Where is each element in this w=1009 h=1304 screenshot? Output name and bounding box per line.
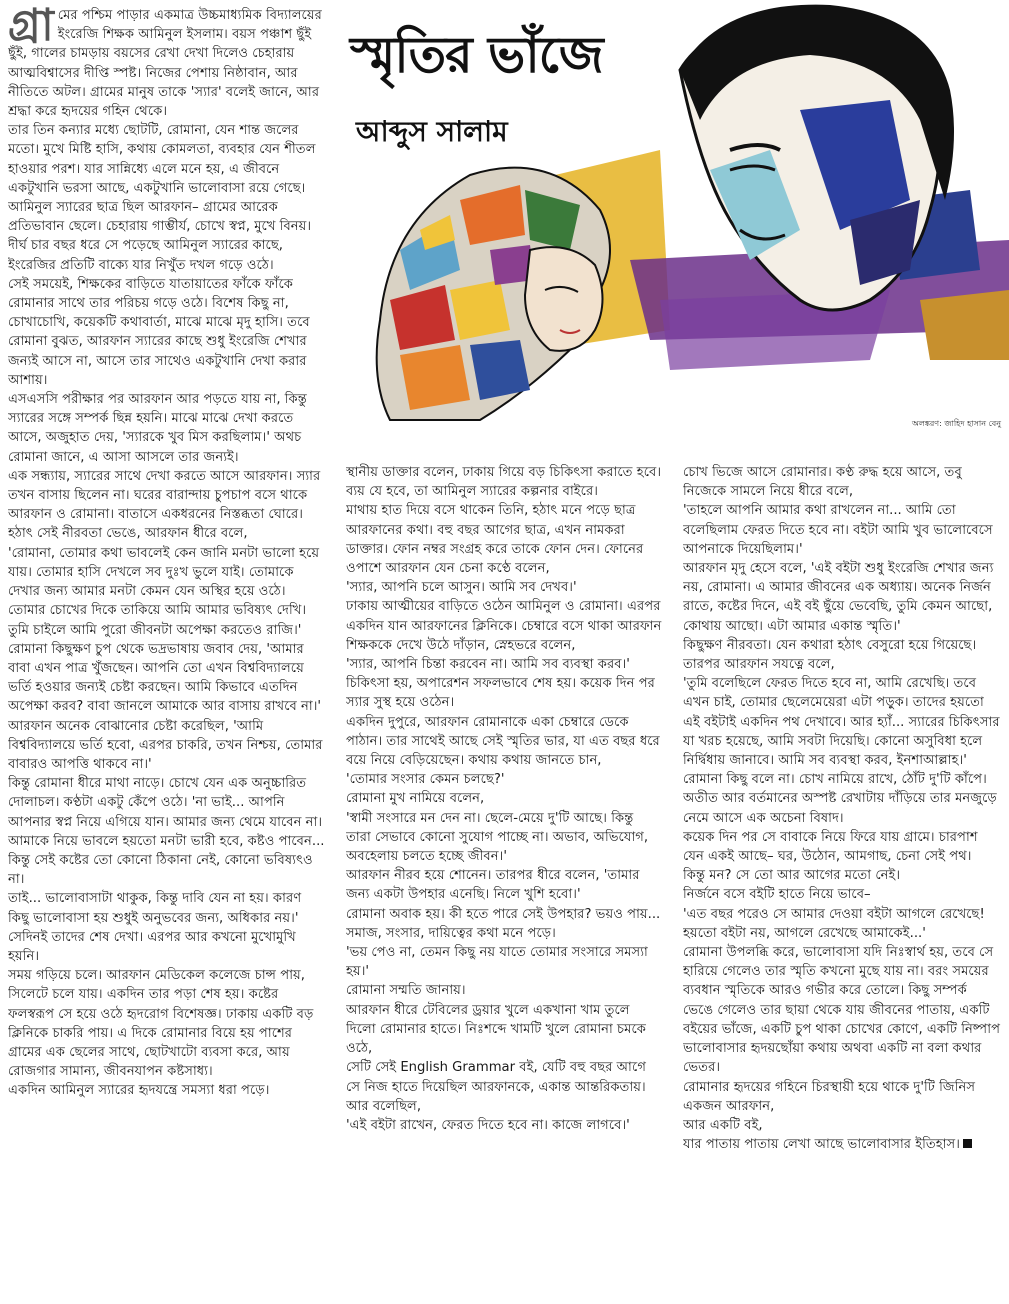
paragraph: তার তিন কন্যার মধ্যে ছোটটি, রোমানা, যেন শান্ত জলের মতো। মুখে মিষ্টি হাসি, কথায় কোমলতা, ব্যবহার যেন শীতল হাওয়ার পরশ। যার সান্নিধ্যে এলে মনে হয়, এ জীবনে একটুখানি ভরসা আছে, একটুখানি ভালোবাসা রয়ে গেছে। (8, 123, 316, 196)
paragraph: এসএসসি পরীক্ষার পর আরফান আর পড়তে যায় না, কিন্তু স্যারের সঙ্গে সম্পর্ক ছিন্ন হয়নি। মাঝে মাঝে দেখা করতে আসে, অজুহাত দেয়, 'স্যারকে খুব মিস করছিলাম।' অথচ রোমানা জানে, এ আসা আসলে তার জন্যই। (8, 392, 307, 465)
paragraph: নির্জনে বসে বইটি হাতে নিয়ে ভাবে– (683, 887, 871, 903)
paragraph: আর একটি বই, (683, 1117, 763, 1133)
end-mark-icon (963, 1139, 972, 1148)
paragraph: 'স্বামী সংসারে মন দেন না। ছেলে-মেয়ে দু'টি আছে। কিন্তু তারা সেভাবে কোনো সুযোগ পাচ্ছে না। অভাব, অভিযোগ, অবহেলায় চলতে হচ্ছে জীবন।' (346, 810, 649, 865)
paragraph: রোমানা কিছু বলে না। চোখ নামিয়ে রাখে, ঠোঁট দু'টি কাঁপে। অতীত আর বর্তমানের অস্পষ্ট রেখাটায় দাঁড়িয়ে তার মনজুড়ে নেমে আসে এক অচেনা বিষাদ। (683, 772, 997, 826)
paragraph: চিকিৎসা হয়, অপারেশন সফলভাবে শেষ হয়। কয়েক দিন পর স্যার সুস্থ হয়ে ওঠেন। (346, 676, 655, 711)
paragraph: একদিন আমিনুল স্যারের হৃদযন্ত্রে সমস্যা ধরা পড়ে। (8, 1083, 270, 1099)
paragraph: আরফান নীরব হয়ে শোনেন। তারপর ধীরে বলেন, 'তামার জন্য একটা উপহার এনেছি। নিলে খুশি হবো।' (346, 868, 640, 903)
paragraph: রোমানা সম্মতি জানায়। (346, 983, 466, 999)
paragraph: আরফান মৃদু হেসে বলে, 'এই বইটা শুধু ইংরেজি শেখার জন্য নয়, রোমানা। এ আমার জীবনের এক অধ্যায়। অনেক নির্জন রাতে, কষ্টের দিনে, এই বই ছুঁয়ে ভেবেছি, তুমি কেমন আছো, কোথায় আছো। এটা আমার একান্ত স্মৃতি।' (683, 561, 994, 634)
paragraph: কিন্তু রোমানা ধীরে মাথা নাড়ে। চোখে যেন এক অনুচ্চারিত দোলাচল। কণ্ঠটা একটু কেঁপে ওঠে। 'না ভাই... আপনি আপনার স্বপ্ন নিয়ে এগিয়ে যান। আমার জন্য থেমে যাবেন না। (8, 776, 323, 830)
paragraph: কিন্তু সেই কষ্টের তো কোনো ঠিকানা নেই, কোনো ভবিষ্যৎও না। (8, 852, 313, 888)
paragraph: 'এত বছর পরেও সে আমার দেওয়া বইটা আগলে রেখেছে! হয়তো বইটা নয়, আগলে রেখেছে আমাকেই...' (683, 906, 985, 941)
paragraph: চোখ ভিজে আসে রোমানার। কণ্ঠ রুদ্ধ হয়ে আসে, তবু নিজেকে সামলে নিয়ে ধীরে বলে, (683, 465, 962, 500)
paragraph: মের পশ্চিম পাড়ার একমাত্র উচ্চমাধ্যমিক বিদ্যালয়ের ইংরেজি শিক্ষক আমিনুল ইসলাম। বয়স পঞ্চাশ ছুঁই ছুঁই, গালের চামড়ায় বয়সের রেখা দেখা দিলেও চেহারায় আত্মবিশ্বাসের দীপ্তি স্পষ্ট। নিজের পেশায় নিষ্ঠাবান, আর নীতিতে অটল। গ্রামের মানুষ তাকে 'স্যার' বলেই জানে, আর শ্রদ্ধা করে হৃদয়ের গহিন থেকে। (8, 8, 322, 120)
paragraph: রোমানা মুখ নামিয়ে বলেন, (346, 791, 485, 807)
paragraph: আরফান অনেক বোঝানোর চেষ্টা করেছিল, 'আমি বিশ্ববিদ্যালয়ে ভর্তি হবো, এরপর চাকরি, তখন নিশ্চয়, তোমার বাবারও আপত্তি থাকবে না।' (8, 718, 323, 772)
dropcap: গ্রা (8, 6, 54, 51)
paragraph: কিন্তু মন? সে তো আর আগের মতো নেই। (683, 868, 901, 884)
paragraph: আরফান ধীরে টেবিলের ড্রয়ার খুলে একখানা খাম তুলে দিলো রোমানার হাতে। নিঃশব্দে খামটি খুলে রোমানা চমকে ওঠে, (346, 1002, 647, 1057)
paragraph: 'স্যার, আপনি চিন্তা করবেন না। আমি সব ব্যবস্থা করব।' (346, 657, 630, 673)
paragraph: একদিন দুপুরে, আরফান রোমানাকে একা চেম্বারে ডেকে পাঠান। তার সাথেই আছে সেই স্মৃতির ভার, যা এত বছর ধরে বয়ে নিয়ে বেড়িয়েছেন। কথায় কথায় জানতে চান, (346, 714, 660, 769)
article-title: স্মৃতির ভাঁজে (350, 25, 603, 84)
article-header (330, 0, 1009, 440)
paragraph: 'তুমি বলেছিলে ফেরত দিতে হবে না, আমি রেখেছি। তবে এখন চাই, তোমার ছেলেমেয়েরা এটা পড়ুক। তাদের হয়তো এই বইটাই একদিন পথ দেখাবে। আর হ্যাঁ... স্যারের চিকিৎসার যা খরচ হয়েছে, আমি সবটা দিয়েছি। কোনো অসুবিধা হলে নির্দ্বিধায় জানাবে। আমি সব ব্যবস্থা করব, ইনশাআল্লাহ।' (683, 676, 1000, 769)
paragraph: সময় গড়িয়ে চলে। আরফান মেডিকেল কলেজে চান্স পায়, সিলেটে চলে যায়। একদিন তার পড়া শেষ হয়। কষ্টের ফলস্বরূপ সে হয়ে ওঠে হৃদরোগ বিশেষজ্ঞ। ঢাকায় একটি বড় ক্লিনিকে চাকরি পায়। এ দিকে রোমানার বিয়ে হয় পাশের গ্রামের এক ছেলের সাথে, ছোটখাটো ব্যবসা করে, আয় রোজগার সামান্য, জীবনযাপন কষ্টসাধ্য। (8, 968, 314, 1080)
paragraph: এক সন্ধ্যায়, স্যারের সাথে দেখা করতে আসে আরফান। স্যার তখন বাসায় ছিলেন না। ঘরের বারান্দায় চুপচাপ বসে থাকে আরফান ও রোমানা। বাতাসে একধরনের নিস্তব্ধতা ঘোরে। হঠাৎ সেই নীরবতা ভেঙে, আরফান ধীরে বলে, (8, 468, 321, 542)
paragraph: আমিনুল স্যারের ছাত্র ছিল আরফান– গ্রামের আরেক প্রতিভাবান ছেলে। চেহারায় গাম্ভীর্য, চোখে স্বপ্ন, মুখে বিনয়। দীর্ঘ চার বছর ধরে সে পড়েছে আমিনুল স্যারের কাছে, ইংরেজির প্রতিটি বাক্যে যার নিখুঁত দখল গড়ে ওঠে। (8, 200, 312, 273)
paragraph: স্থানীয় ডাক্তার বলেন, ঢাকায় গিয়ে বড় চিকিৎসা করাতে হবে। ব্যয় যে হবে, তা আমিনুল স্যারের কল্পনার বাইরে। (346, 465, 662, 500)
paragraph: 'ভয় পেও না, তেমন কিছু নয় যাতে তোমার সংসারে সমস্যা হয়।' (346, 945, 648, 980)
article-author: আব্দুস সালাম (356, 115, 508, 148)
paragraph: 'তাহলে আপনি আমার কথা রাখলেন না... আমি তো বলেছিলাম ফেরত দিতে হবে না। বইটা আমি খুব ভালোবেসে আপনাকে দিয়েছিলাম।' (683, 503, 993, 557)
paragraph: তাই... ভালোবাসাটা থাকুক, কিন্তু দাবি যেন না হয়। কারণ কিছু ভালোবাসা হয় শুধুই অনুভবের জন্য, অধিকার নয়।' সেদিনই তাদের শেষ দেখা। এরপর আর কখনো মুখোমুখি হয়নি। (8, 891, 302, 964)
paragraph: 'স্যার, আপনি চলে আসুন। আমি সব দেখব।' (346, 580, 577, 596)
paragraph: রোমানা অবাক হয়। কী হতে পারে সেই উপহার? ভয়ও পায়... সমাজ, সংসার, দায়িত্বের কথা মনে পড়ে। (346, 906, 661, 941)
paragraph: আমাকে নিয়ে ভাবলে হয়তো মনটা ভারী হবে, কষ্টও পাবেন... (8, 833, 325, 849)
article-column-3 (683, 463, 1001, 1298)
paragraph: রোমানা কিছুক্ষণ চুপ থেকে ভদ্রভাষায় জবাব দেয়, 'আমার বাবা এখন পাত্র খুঁজছেন। আপনি তো এখন বিশ্ববিদ্যালয়ে ভর্তি হওয়ার জন্যই চেষ্টা করছেন। আমি কিভাবে এতদিন অপেক্ষা করব? বাবা জানলে আমাকে আর বাসায় রাখবে না।' (8, 641, 322, 715)
illustration-credit: অলঙ্করণ: জাহিদ হাসান বেনু (911, 419, 1001, 428)
paragraph: 'রোমানা, তোমার কথা ভাবলেই কেন জানি মনটা ভালো হয়ে যায়। তোমার হাসি দেখলে সব দুঃখ ভুলে যাই। তোমাকে দেখার জন্য আমার মনটা কেমন যেন অস্থির হয়ে ওঠে। তোমার চোখের দিকে তাকিয়ে আমি আমার ভবিষ্যৎ দেখি। তুমি চাইলে আমি পুরো জীবনটা অপেক্ষা করতেও রাজি।' (8, 545, 320, 638)
paragraph: কিছুক্ষণ নীরবতা। যেন কথারা হঠাৎ বেসুরো হয়ে গিয়েছে। তারপর আরফান সযত্নে বলে, (683, 637, 977, 673)
article-column-1 (8, 6, 326, 1298)
paragraph: রোমানা উপলব্ধি করে, ভালোবাসা যদি নিঃস্বার্থ হয়, তবে সে হারিয়ে গেলেও তার স্মৃতি কখনো মুছে যায় না। বরং সময়ের ব্যবধান স্মৃতিকে আরও গভীর করে তোলে। কিছু সম্পর্ক ভেঙে গেলেও তার ছায়া থেকে যায় জীবনের পাতায়, একটি বইয়ের ভাঁজে, একটি চুপ থাকা চোখের কোণে, একটি নিষ্পাপ ভালোবাসার হৃদয়ছোঁয়া কথায় অথবা একটি না বলা কথার ভেতর। (683, 945, 1001, 1076)
paragraph: রোমানার হৃদয়ের গহিনে চিরস্থায়ী হয়ে থাকে দু'টি জিনিস (683, 1079, 976, 1095)
paragraph: একজন আরফান, (683, 1098, 775, 1114)
paragraph: 'এই বইটা রাখেন, ফেরত দিতে হবে না। কাজে লাগবে।' (346, 1117, 630, 1133)
paragraph: মাথায় হাত দিয়ে বসে থাকেন তিনি, হঠাৎ মনে পড়ে ছাত্র আরফানের কথা। বহু বছর আগের ছাত্র, এখন নামকরা ডাক্তার। ফোন নম্বর সংগ্রহ করে তাকে ফোন দেন। ফোনের ওপাশে আরফান যেন চেনা কণ্ঠে বলেন, (346, 503, 644, 577)
paragraph (683, 1135, 1001, 1154)
article-column-2 (346, 463, 662, 1298)
paragraph: ঢাকায় আত্মীয়ের বাড়িতে ওঠেন আমিনুল ও রোমানা। এরপর একদিন যান আরফানের ক্লিনিকে। চেম্বারে বসে থাকা আরফান শিক্ষককে দেখে উঠে দাঁড়ান, স্নেহভরে বলেন, (346, 599, 662, 653)
paragraph: সেই সময়েই, শিক্ষকের বাড়িতে যাতায়াতের ফাঁকে ফাঁকে রোমানার সাথে তার পরিচয় গড়ে ওঠে। বিশেষ কিছু না, চোখাচোখি, কয়েকটি কথাবার্তা, মাঝে মাঝে মৃদু হাসি। তবে রোমানা বুঝত, আরফান স্যারের কাছে শুধু ইংরেজি শেখার জন্যই আসে না, আসে তার সাথেও একটুখানি দেখা করার আশায়। (8, 276, 310, 388)
paragraph: সেটি সেই English Grammar বই, যেটি বহু বছর আগে সে নিজ হাতে দিয়েছিল আরফানকে, একান্ত আন্তরিকতায়। আর বলেছিল, (346, 1060, 646, 1114)
closing-line: যার পাতায় পাতায় লেখা আছে ভালোবাসার ইতিহাস। (683, 1137, 960, 1153)
paragraph: কয়েক দিন পর সে বাবাকে নিয়ে ফিরে যায় গ্রামে। চারপাশ যেন একই আছে– ঘর, উঠোন, আমগাছ, চেনা সেই পথ। (683, 829, 978, 865)
paragraph: 'তোমার সংসার কেমন চলছে?' (346, 772, 505, 788)
